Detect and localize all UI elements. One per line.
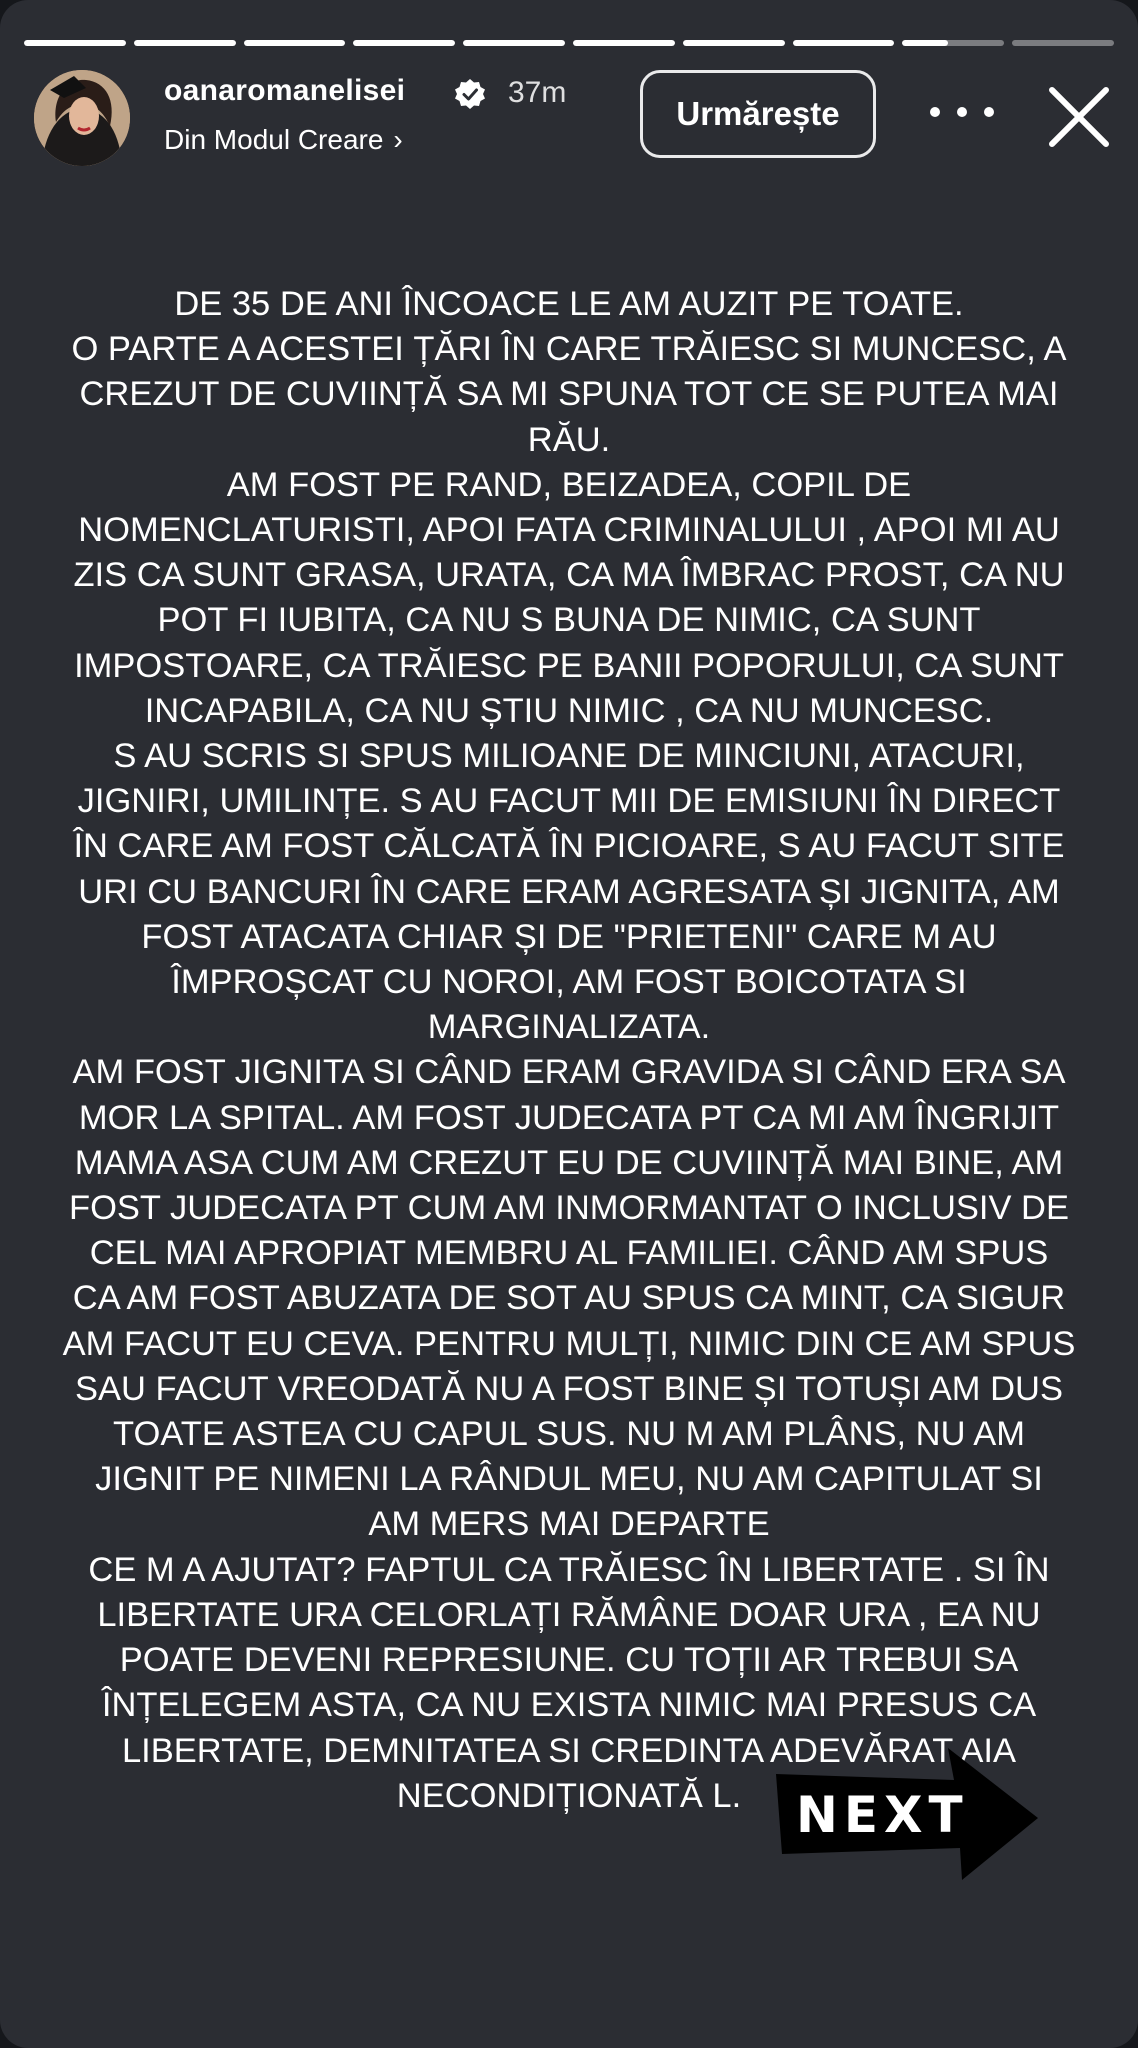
story-text-line: POT FI IUBITA, CA NU S BUNA DE NIMIC, CA SUNT — [157, 601, 981, 640]
story-text-line: CE M A AJUTAT? FAPTUL CA TRĂIESC ÎN LIBERTATE . SI ÎN — [88, 1550, 1050, 1589]
story-text-line: ÎN CARE AM FOST CĂLCATĂ ÎN PICIOARE, S AU FACUT SITE — [73, 827, 1065, 866]
avatar[interactable] — [34, 70, 130, 166]
progress-segment — [1012, 40, 1114, 46]
progress-segment — [463, 40, 565, 46]
story-text-line: MOR LA SPITAL. AM FOST JUDECATA PT CA MI AM ÎNGRIJIT — [78, 1098, 1060, 1137]
progress-segment — [683, 40, 785, 46]
progress-segment — [573, 40, 675, 46]
story-text-line: LIBERTATE, DEMNITATEA SI CREDINTA ADEVĂRAT AIA — [121, 1731, 1017, 1770]
follow-button[interactable]: Urmărește — [640, 70, 876, 158]
story-text — [30, 282, 1108, 1819]
story-text-line: CREZUT DE CUVIINȚĂ SA MI SPUNA TOT CE SE PUTEA MAI — [79, 375, 1059, 414]
story-text-line: TOATE ASTEA CU CAPUL SUS. NU M AM PLÂNS, NU AM — [113, 1415, 1025, 1454]
story-text-line: DE 35 DE ANI ÎNCOACE LE AM AUZIT PE TOATE. — [174, 285, 964, 323]
story-text-line: FOST JUDECATA PT CUM AM INMORMANTAT O INCLUSIV DE — [69, 1189, 1069, 1228]
story-text-line: LIBERTATE URA CELORLAȚI RĂMÂNE DOAR URA , EA NU — [97, 1595, 1041, 1634]
story-text-line: SAU FACUT VREODATĂ NU A FOST BINE ȘI TOTUȘI AM DUS — [75, 1369, 1063, 1408]
progress-segment — [134, 40, 236, 46]
story-text-line: NECONDIȚIONATĂ L. — [396, 1776, 742, 1815]
story-text-line: MAMA ASA CUM AM CREZUT EU DE CUVIINȚĂ MAI BINE, AM — [74, 1143, 1064, 1182]
story-text-line: MARGINALIZATA. — [427, 1008, 711, 1047]
creator-mode-label: Din Modul Creare — [164, 124, 384, 155]
story-text-line: AM FACUT EU CEVA. PENTRU MULȚI, NIMIC DIN CE AM SPUS — [62, 1324, 1076, 1363]
story-text-line: AM FOST PE RAND, BEIZADEA, COPIL DE — [226, 465, 912, 504]
next-sticker-label[interactable]: NEXT — [796, 1786, 969, 1844]
story-text-line: RĂU. — [527, 420, 611, 459]
story-text-line: NOMENCLATURISTI, APOI FATA CRIMINALULUI , APOI MI AU — [78, 511, 1060, 550]
story-text-line: CA AM FOST ABUZATA DE SOT AU SPUS CA MINT, CA SIGUR — [72, 1279, 1066, 1318]
story-text-line: CEL MAI APROPIAT MEMBRU AL FAMILIEI. CÂND AM SPUS — [89, 1234, 1049, 1273]
username[interactable]: oanaromanelisei — [164, 74, 406, 107]
creator-mode-link[interactable] — [164, 124, 403, 156]
progress-segment — [353, 40, 455, 46]
story-text-line: INCAPABILA, CA NU ȘTIU NIMIC , CA NU MUNCESC. — [144, 691, 994, 730]
story-text-line: S AU SCRIS SI SPUS MILIOANE DE MINCIUNI, ATACURI, — [113, 737, 1025, 776]
story-text-line: JIGNIRI, UMILINȚE. S AU FACUT MII DE EMISIUNI ÎN DIRECT — [77, 782, 1061, 821]
story-text-line: ÎNȚELEGEM ASTA, CA NU EXISTA NIMIC MAI PRESUS CA — [101, 1686, 1037, 1725]
post-time: 37m — [508, 76, 567, 109]
story-text-line: AM FOST JIGNITA SI CÂND ERAM GRAVIDA SI CÂND ERA SA — [72, 1053, 1066, 1092]
avatar-image — [34, 70, 130, 166]
progress-segment — [24, 40, 126, 46]
story-text-line: AM MERS MAI DEPARTE — [368, 1505, 770, 1544]
close-icon[interactable] — [1046, 84, 1112, 150]
story-text-line: JIGNIT PE NIMENI LA RÂNDUL MEU, NU AM CAPITULAT SI — [95, 1460, 1043, 1499]
story-text-line: FOST ATACATA CHIAR ȘI DE "PRIETENI" CARE M AU — [141, 917, 997, 956]
progress-segment — [902, 40, 1004, 46]
verified-badge-icon — [454, 78, 486, 110]
story-text-line: ÎMPROȘCAT CU NOROI, AM FOST BOICOTATA SI — [171, 963, 967, 1002]
story-text-line: O PARTE A ACESTEI ȚĂRI ÎN CARE TRĂIESC SI MUNCESC, A — [71, 330, 1067, 369]
chevron-right-icon: › — [393, 124, 403, 155]
more-dots-icon[interactable] — [930, 92, 994, 132]
story-text-line: ZIS CA SUNT GRASA, URATA, CA MA ÎMBRAC PROST, CA NU — [73, 556, 1065, 595]
story-progress-bar — [24, 40, 1114, 46]
progress-segment — [244, 40, 346, 46]
progress-segment — [793, 40, 895, 46]
story-text-line: IMPOSTOARE, CA TRĂIESC PE BANII POPORULUI, CA SUNT — [74, 646, 1064, 685]
story-text-line: POATE DEVENI REPRESIUNE. CU TOȚII AR TREBUI SA — [119, 1641, 1019, 1680]
story-text-line: URI CU BANCURI ÎN CARE ERAM AGRESATA ȘI JIGNITA, AM — [78, 872, 1060, 911]
